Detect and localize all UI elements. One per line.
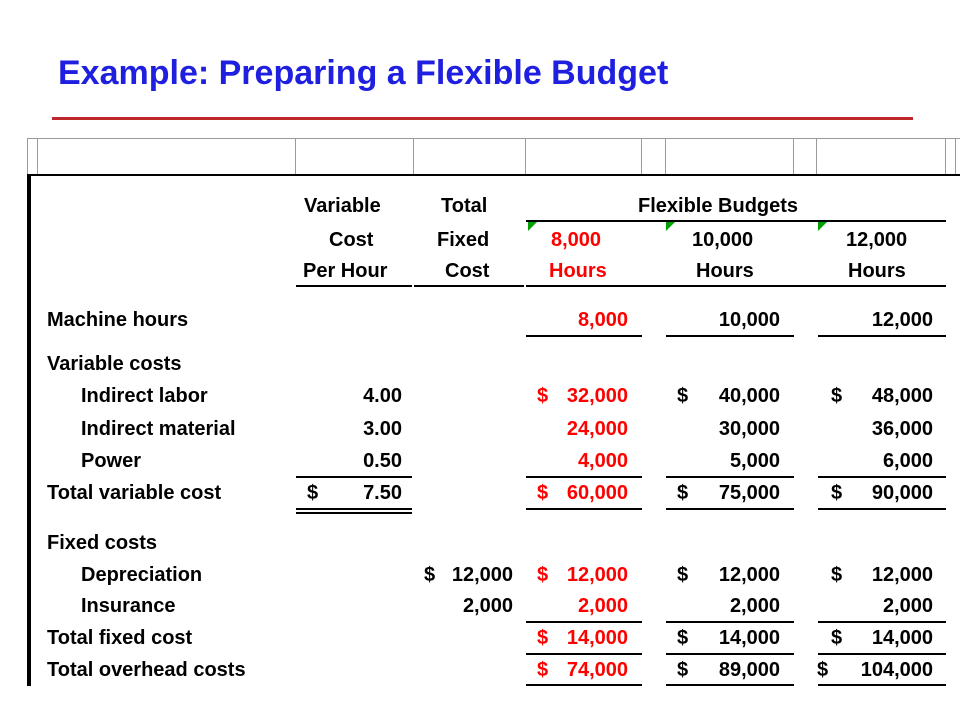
value-8000: 8,000 [577, 309, 628, 331]
dollar-sign: $ [831, 564, 843, 586]
dollar-sign: $ [831, 482, 843, 504]
value-12000: 48,000 [871, 385, 933, 407]
value-10000: 2,000 [729, 595, 780, 617]
dollar-sign: $ [307, 482, 319, 504]
row-label: Total overhead costs [47, 659, 246, 681]
dollar-sign: $ [537, 482, 549, 504]
value-10000: 30,000 [718, 418, 780, 440]
value-12000: 104,000 [860, 659, 933, 681]
budget-10000-hours: 10,000 [692, 229, 754, 251]
page-title: Example: Preparing a Flexible Budget [58, 54, 669, 92]
dollar-sign: $ [537, 385, 549, 407]
fixed-value: 12,000 [451, 564, 513, 586]
rate: 4.00 [363, 385, 402, 407]
dollar-sign: $ [537, 659, 549, 681]
budget-8000-hours: 8,000 [551, 229, 602, 251]
value-10000: 14,000 [718, 627, 780, 649]
budget-8000-label: Hours [549, 260, 607, 282]
dollar-sign: $ [677, 482, 689, 504]
value-12000: 12,000 [871, 564, 933, 586]
dollar-sign: $ [677, 659, 689, 681]
dollar-sign: $ [537, 627, 549, 649]
value-12000: 2,000 [882, 595, 933, 617]
dollar-sign: $ [677, 564, 689, 586]
header-variable-line1: Variable [304, 195, 381, 217]
value-12000: 14,000 [871, 627, 933, 649]
rate: 7.50 [363, 482, 402, 504]
comment-marker [528, 222, 537, 231]
value-10000: 40,000 [718, 385, 780, 407]
dollar-sign: $ [831, 627, 843, 649]
row-label: Power [81, 450, 142, 472]
section-fixed-costs: Fixed costs [47, 532, 158, 554]
value-10000: 89,000 [718, 659, 780, 681]
title-rule [52, 117, 913, 120]
value-8000: 12,000 [566, 564, 628, 586]
header-fixed-line2: Fixed [437, 229, 490, 251]
row-label: Total variable cost [47, 482, 222, 504]
dollar-sign: $ [831, 385, 843, 407]
value-10000: 75,000 [718, 482, 780, 504]
spreadsheet-column-header [27, 138, 960, 175]
rate: 3.00 [363, 418, 402, 440]
row-label: Depreciation [81, 564, 203, 586]
dollar-sign: $ [537, 564, 549, 586]
header-variable-line3: Per Hour [303, 260, 388, 282]
value-10000: 10,000 [718, 309, 780, 331]
value-12000: 36,000 [871, 418, 933, 440]
dollar-sign: $ [817, 659, 829, 681]
spreadsheet-left-border [27, 174, 31, 686]
value-12000: 6,000 [882, 450, 933, 472]
value-10000: 12,000 [718, 564, 780, 586]
header-flexible-budgets: Flexible Budgets [638, 195, 799, 217]
row-label: Machine hours [47, 309, 189, 331]
value-8000: 24,000 [566, 418, 628, 440]
value-8000: 74,000 [566, 659, 628, 681]
comment-marker [666, 222, 675, 231]
value-8000: 4,000 [577, 450, 628, 472]
row-label: Indirect labor [81, 385, 208, 407]
dollar-sign: $ [424, 564, 436, 586]
header-fixed-line3: Cost [445, 260, 490, 282]
fixed-value: 2,000 [462, 595, 513, 617]
row-label: Indirect material [81, 418, 236, 440]
budget-12000-label: Hours [848, 260, 906, 282]
value-10000: 5,000 [729, 450, 780, 472]
header-variable-line2: Cost [329, 229, 374, 251]
dollar-sign: $ [677, 385, 689, 407]
budget-10000-label: Hours [696, 260, 754, 282]
value-12000: 90,000 [871, 482, 933, 504]
row-label: Total fixed cost [47, 627, 193, 649]
value-8000: 14,000 [566, 627, 628, 649]
header-fixed-line1: Total [441, 195, 488, 217]
section-variable-costs: Variable costs [47, 353, 182, 375]
value-8000: 60,000 [566, 482, 628, 504]
budget-12000-hours: 12,000 [846, 229, 908, 251]
row-label: Insurance [81, 595, 176, 617]
value-8000: 32,000 [566, 385, 628, 407]
dollar-sign: $ [677, 627, 689, 649]
comment-marker [818, 222, 827, 231]
value-8000: 2,000 [577, 595, 628, 617]
rate: 0.50 [363, 450, 402, 472]
value-12000: 12,000 [871, 309, 933, 331]
